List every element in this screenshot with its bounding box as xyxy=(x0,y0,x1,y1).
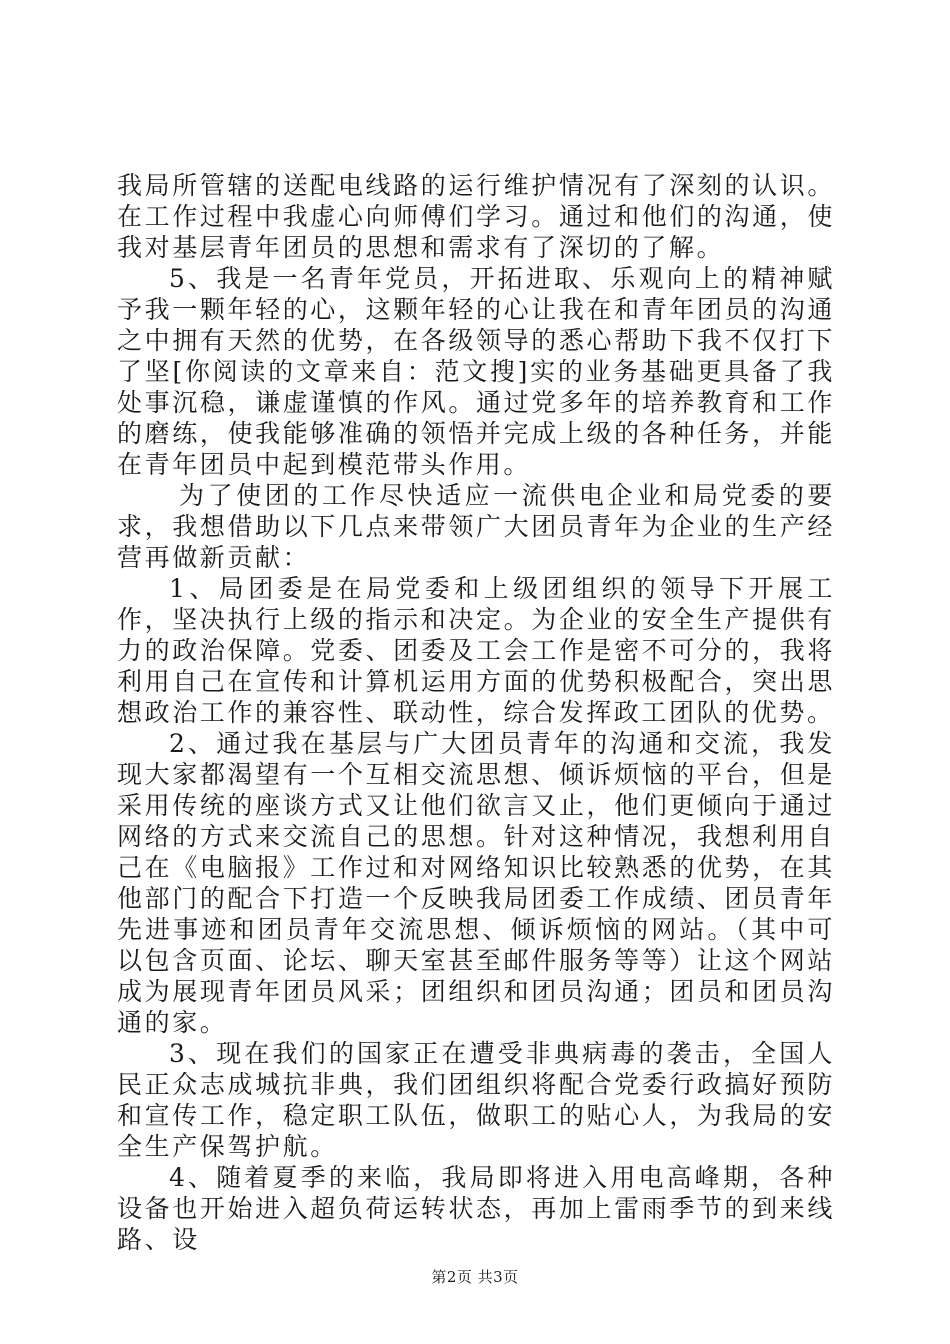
paragraph-item-5: 5、我是一名青年党员，开拓进取、乐观向上的精神赋予我一颗年轻的心，这颗年轻的心让我在和青年团员的沟通之中拥有天然的优势，在各级领导的悉心帮助下我不仅打下了坚[你阅读的文章来自：范文搜]实的业务基础更具备了我处事沉稳，谦虚谨慎的作风。通过党多年的培养教育和工作的磨练，使我能够准确的领悟并完成上级的各种任务，并能在青年团员中起到模范带头作用。 xyxy=(117,264,835,479)
paragraph-intro: 为了使团的工作尽快适应一流供电企业和局党委的要求，我想借助以下几点来带领广大团员青年为企业的生产经营再做新贡献： xyxy=(117,481,835,572)
paragraph-item-3: 3、现在我们的国家正在遭受非典病毒的袭击，全国人民正众志成城抗非典，我们团组织将配合党委行政搞好预防和宣传工作，稳定职工队伍，做职工的贴心人，为我局的安全生产保驾护航。 xyxy=(117,1039,835,1161)
paragraph-continuation: 我局所管辖的送配电线路的运行维护情况有了深刻的认识。在工作过程中我虚心向师傅们学习。通过和他们的沟通，使我对基层青年团员的思想和需求有了深切的了解。 xyxy=(117,171,835,262)
paragraph-item-4: 4、随着夏季的来临，我局即将进入用电高峰期，各种设备也开始进入超负荷运转状态，再加上雷雨季节的到来线路、设 xyxy=(117,1163,835,1254)
page-number-footer: 第2页 共3页 xyxy=(431,1268,519,1286)
document-body xyxy=(117,170,835,1255)
paragraph-item-2: 2、通过我在基层与广大团员青年的沟通和交流，我发现大家都渴望有一个互相交流思想、倾诉烦恼的平台，但是采用传统的座谈方式又让他们欲言又止，他们更倾向于通过网络的方式来交流自己的思想。针对这种情况，我想利用自己在《电脑报》工作过和对网络知识比较熟悉的优势，在其他部门的配合下打造一个反映我局团委工作成绩、团员青年先进事迹和团员青年交流思想、倾诉烦恼的网站。（其中可以包含页面、论坛、聊天室甚至邮件服务等等）让这个网站成为展现青年团员风采；团组织和团员沟通；团员和团员沟通的家。 xyxy=(117,729,835,1037)
paragraph-item-1: 1、局团委是在局党委和上级团组织的领导下开展工作，坚决执行上级的指示和决定。为企业的安全生产提供有力的政治保障。党委、团委及工会工作是密不可分的，我将利用自己在宣传和计算机运用方面的优势积极配合，突出思想政治工作的兼容性、联动性，综合发挥政工团队的优势。 xyxy=(117,574,835,727)
